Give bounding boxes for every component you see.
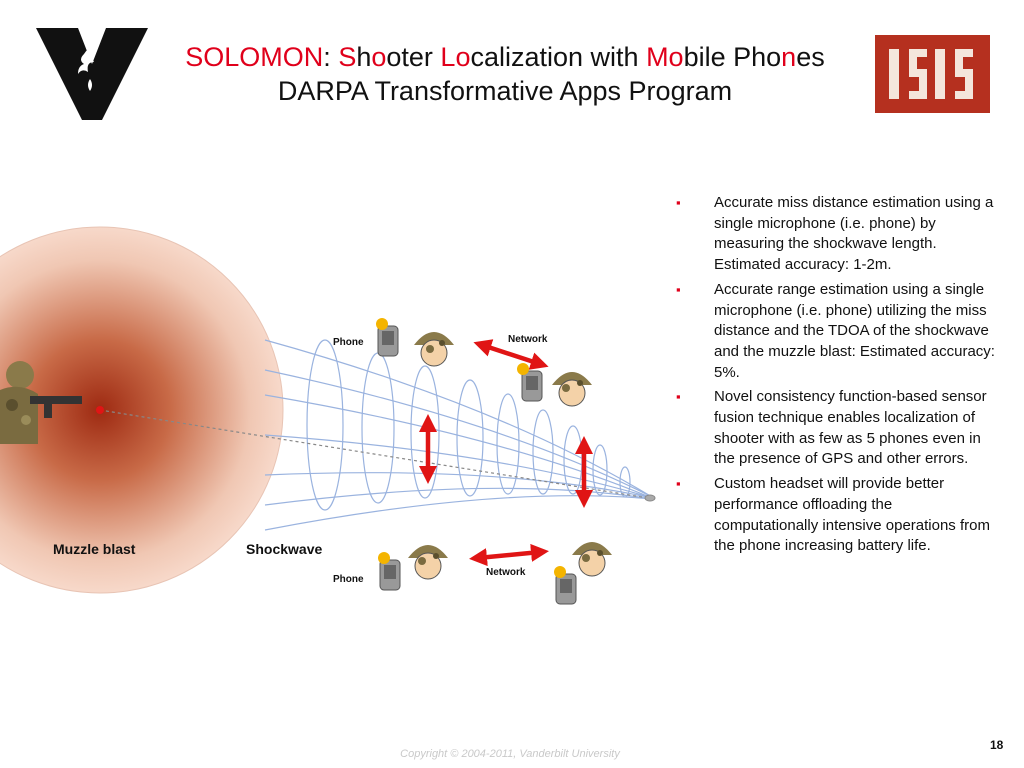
bullet-list [676, 193, 996, 561]
vanderbilt-logo [32, 24, 152, 124]
network-label-bottom: Network [486, 567, 526, 578]
shooter-localization-diagram [0, 220, 670, 610]
soldier-icon [408, 545, 448, 579]
slide-title [150, 40, 860, 108]
title-line-2: DARPA Transformative Apps Program [277, 76, 733, 106]
muzzle-blast-circle [0, 227, 283, 593]
title-fragment: Lo [440, 42, 471, 72]
soldier-icon [572, 542, 612, 576]
shockwave-label: Shockwave [246, 541, 323, 557]
copyright-footer: Copyright © 2004-2011, Vanderbilt University [400, 748, 620, 760]
title-fragment: S [338, 42, 357, 72]
shockwave-length-arrows [428, 423, 584, 499]
title-fragment: SOLOMON [185, 42, 324, 72]
phone-label-top: Phone [333, 337, 364, 348]
title-fragment: n [781, 42, 797, 72]
title-fragment: es [796, 42, 825, 72]
bullet-item: ▪ Novel consistency function-based sensor fusion technique enables localization of shooter with as few as 5 phones even in the presence of GPS and other errors. [676, 387, 996, 470]
title-fragment: : [323, 42, 339, 72]
phone-icon [517, 363, 542, 401]
page-number: 18 [990, 738, 1004, 752]
bullet-item: ▪ Custom headset will provide better performance offloading the computationally intensive operations from the phone increasing battery life. [676, 474, 996, 557]
muzzle-blast-label: Muzzle blast [53, 541, 136, 557]
title-fragment: o [371, 42, 387, 72]
title-fragment: oter [386, 42, 441, 72]
phone-icon [378, 552, 400, 590]
phone-label-bottom: Phone [333, 574, 364, 585]
phone-icon [554, 566, 576, 604]
title-fragment: Mo [646, 42, 684, 72]
title-fragment: calization with [470, 42, 647, 72]
isis-logo [875, 35, 990, 113]
title-fragment: bile Pho [683, 42, 782, 72]
bullet-item: ▪ Accurate miss distance estimation using a single microphone (i.e. phone) by measuring the shockwave length. Estimated accuracy: 1-2m. [676, 193, 996, 276]
bullet [645, 495, 655, 501]
soldier-icon [552, 372, 592, 406]
shockwave-cone [265, 340, 652, 530]
title-line-1 [150, 40, 860, 74]
network-label-top: Network [508, 334, 548, 345]
title-fragment: h [356, 42, 372, 72]
soldier-icon [414, 332, 454, 366]
bullet-item: ▪ Accurate range estimation using a single microphone (i.e. phone) utilizing the miss distance and the TDOA of the shockwave and the muzzle blast: Estimated accuracy: 5%. [676, 280, 996, 384]
phone-icon [376, 318, 398, 356]
